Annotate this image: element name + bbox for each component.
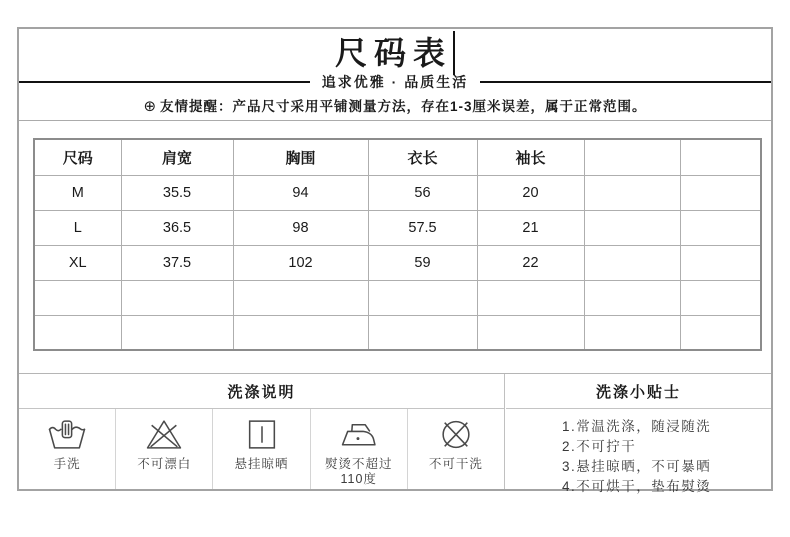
size-table-cell [680,315,761,350]
notice-row [19,95,771,115]
text-cursor-bar [453,31,455,75]
size-table-cell [680,175,761,210]
size-table-cell: 57.5 [368,210,477,245]
size-table-cell [584,280,680,315]
care-icon-label: 悬挂晾晒 [234,457,289,471]
size-table-cell [368,315,477,350]
size-table-cell [233,315,368,350]
tagline-rule-left [19,81,310,83]
circled-plus-icon: ⊕ [143,98,158,115]
size-table-header-row [34,139,761,175]
size-table-cell [584,315,680,350]
size-table-cell [584,175,680,210]
care-icon-label-line1: 熨烫不超过 [324,457,393,471]
size-table [33,138,762,351]
page-title: 尺码表 [334,35,452,71]
size-table-cell: 20 [477,175,584,210]
tagline-row [19,73,771,91]
size-table-cell: M [34,175,121,210]
size-table-cell: 59 [368,245,477,280]
care-instructions-panel [19,374,505,489]
size-table-header-cell: 胸围 [233,139,368,175]
care-item-no-bleach [115,409,212,489]
size-table-header-cell: 衣长 [368,139,477,175]
care-item-hand-wash [19,409,115,489]
size-table-cell [584,245,680,280]
care-tip: 4.不可烘干，垫布熨烫 [562,479,712,494]
size-table-cell: 94 [233,175,368,210]
care-item-iron-max-110 [310,409,407,489]
size-table-cell [584,210,680,245]
care-icon-label-line2: 110度 [340,472,377,486]
size-table-cell: 98 [233,210,368,245]
care-item-no-dry-clean [407,409,504,489]
title-row [19,31,771,75]
size-table-cell [477,280,584,315]
size-table-cell: L [34,210,121,245]
tagline: 追求优雅 · 品质生活 [321,74,469,90]
header-divider [19,120,771,121]
tagline-rule-right [480,81,771,83]
size-table-cell [680,210,761,245]
care-tips-panel [506,374,771,494]
care-tip: 1.常温洗涤，随浸随洗 [562,419,712,434]
care-tips-list [506,409,771,497]
size-table-row-empty [34,280,761,315]
care-icon-label: 不可漂白 [137,457,192,471]
size-table-row-l [34,210,761,245]
size-table-cell [34,315,121,350]
care-instructions-title: 洗涤说明 [19,374,504,409]
care-icon-label: 手洗 [53,457,81,471]
size-table-cell: 102 [233,245,368,280]
size-table-cell: 37.5 [121,245,233,280]
care-section [19,373,771,494]
hand-wash-icon [46,416,88,453]
care-icon-label [325,457,393,487]
size-table-cell: 35.5 [121,175,233,210]
care-tips-title: 洗涤小贴士 [506,374,771,409]
iron-max-110-icon [338,416,380,453]
care-tip: 2.不可拧干 [562,439,637,454]
size-table-row-xl [34,245,761,280]
size-table-cell [121,280,233,315]
size-table-cell [233,280,368,315]
size-table-header-cell [680,139,761,175]
no-dry-clean-icon [435,416,477,453]
care-icon-label: 不可干洗 [428,457,483,471]
care-icon-row [19,409,504,489]
no-bleach-icon [143,416,185,453]
size-table-cell: 22 [477,245,584,280]
size-table-cell: XL [34,245,121,280]
care-tip: 3.悬挂晾晒，不可暴晒 [562,459,712,474]
size-table-cell: 21 [477,210,584,245]
size-table-cell [121,315,233,350]
size-table-cell [680,280,761,315]
size-table-cell: 56 [368,175,477,210]
size-table-cell [477,315,584,350]
size-table-cell [680,245,761,280]
size-table-cell [34,280,121,315]
outer-frame [17,27,773,494]
size-table-header-cell: 尺码 [34,139,121,175]
notice-text: 友情提醒：产品尺寸采用平铺测量方法，存在1-3厘米误差，属于正常范围。 [160,99,647,114]
hang-dry-icon [241,416,283,453]
size-table-header-cell [584,139,680,175]
size-table-cell [368,280,477,315]
size-table-cell: 36.5 [121,210,233,245]
care-item-hang-dry [212,409,309,489]
size-table-row-m [34,175,761,210]
size-table-header-cell: 袖长 [477,139,584,175]
size-table-header-cell: 肩宽 [121,139,233,175]
size-table-row-empty [34,315,761,350]
